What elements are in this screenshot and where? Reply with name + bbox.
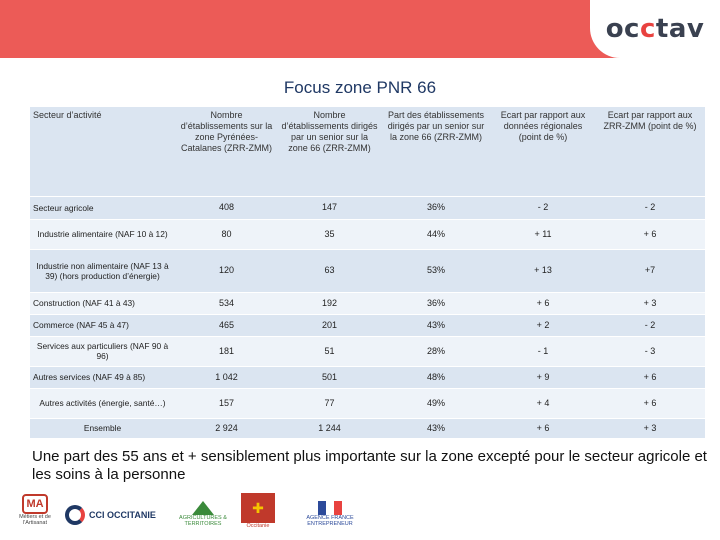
cell-ecart-zrr: - 2: [595, 314, 705, 336]
cell-senior: 201: [278, 314, 381, 336]
cci-logo-icon: [65, 505, 85, 525]
cell-senior: 147: [278, 196, 381, 219]
cell-part: 44%: [381, 219, 491, 249]
afe-logo-text: AGENCE FRANCE ENTREPRENEUR: [306, 515, 354, 527]
cell-ecart-reg: - 2: [491, 196, 595, 219]
cell-ecart-zrr: + 3: [595, 418, 705, 438]
occitanie-logo-text: Occitanie: [246, 523, 270, 529]
cell-ecart-reg: + 4: [491, 388, 595, 418]
cell-part: 36%: [381, 196, 491, 219]
cell-nb: 80: [175, 219, 278, 249]
cell-ecart-reg: + 13: [491, 249, 595, 292]
cell-part: 49%: [381, 388, 491, 418]
occitanie-cross-icon: ✚: [241, 493, 275, 523]
cell-part: 48%: [381, 366, 491, 388]
cell-ecart-reg: - 1: [491, 336, 595, 366]
ma-logo-caption: Métiers et de l'Artisanat: [19, 514, 51, 526]
cell-part: 53%: [381, 249, 491, 292]
cell-nb: 534: [175, 292, 278, 314]
cell-ecart-zrr: + 6: [595, 366, 705, 388]
cci-logo-text: CCI OCCITANIE: [89, 510, 156, 520]
occitanie-logo: [238, 490, 278, 532]
header-sector: Secteur d’activité: [30, 107, 175, 196]
cell-part: 28%: [381, 336, 491, 366]
cell-part: 36%: [381, 292, 491, 314]
cell-ecart-reg: + 9: [491, 366, 595, 388]
cell-ecart-reg: + 6: [491, 418, 595, 438]
cell-ecart-reg: + 6: [491, 292, 595, 314]
agricultures-territoires-logo: [170, 498, 236, 530]
cell-sector: Construction (NAF 41 à 43): [30, 292, 175, 314]
cell-senior: 51: [278, 336, 381, 366]
cell-ecart-zrr: + 6: [595, 388, 705, 418]
header-nb-etablissements: Nombre d’établissements sur la zone Pyrénées-Catalanes (ZRR-ZMM): [175, 107, 278, 196]
cell-nb: 2 924: [175, 418, 278, 438]
cell-nb: 181: [175, 336, 278, 366]
cell-nb: 1 042: [175, 366, 278, 388]
ma-logo-mark: MA: [22, 494, 48, 514]
cell-nb: 408: [175, 196, 278, 219]
cell-sector: Secteur agricole: [30, 196, 175, 219]
cell-part: 43%: [381, 418, 491, 438]
afe-logo: [306, 496, 354, 532]
cell-part: 43%: [381, 314, 491, 336]
table-row: [30, 336, 705, 366]
afe-flag-icon: [318, 501, 342, 515]
cell-ecart-zrr: + 3: [595, 292, 705, 314]
cell-nb: 120: [175, 249, 278, 292]
sector-table: [30, 107, 705, 438]
header-ecart-zrr: Ecart par rapport aux ZRR-ZMM (point de %): [595, 107, 705, 196]
cell-ecart-zrr: + 6: [595, 219, 705, 249]
cell-sector: Industrie alimentaire (NAF 10 à 12): [30, 219, 175, 249]
cell-ecart-zrr: - 3: [595, 336, 705, 366]
header-nb-senior: Nombre d’établissements dirigés par un senior sur la zone 66 (ZRR-ZMM): [278, 107, 381, 196]
cell-senior: 77: [278, 388, 381, 418]
table-row: [30, 314, 705, 336]
page-title: Focus zone PNR 66: [283, 78, 437, 97]
cci-occitanie-logo: [65, 502, 157, 528]
cell-senior: 1 244: [278, 418, 381, 438]
table-row: [30, 196, 705, 219]
cell-sector: Commerce (NAF 45 à 47): [30, 314, 175, 336]
cell-senior: 501: [278, 366, 381, 388]
cell-senior: 63: [278, 249, 381, 292]
table-row: [30, 388, 705, 418]
header-part-senior: Part des établissements dirigés par un senior sur la zone 66 (ZRR-ZMM): [381, 107, 491, 196]
cell-ecart-zrr: - 2: [595, 196, 705, 219]
cell-sector: Autres services (NAF 49 à 85): [30, 366, 175, 388]
cell-sector: Services aux particuliers (NAF 90 à 96): [30, 336, 175, 366]
agri-logo-icon: [192, 501, 214, 515]
table-row: [30, 292, 705, 314]
cell-ecart-reg: + 2: [491, 314, 595, 336]
cell-sector: Ensemble: [30, 418, 175, 438]
cell-ecart-reg: + 11: [491, 219, 595, 249]
conclusion-text: Une part des 55 ans et + sensiblement plus importante sur la zone excepté pour le secteur agricole et les soins à la personne: [32, 448, 707, 483]
cell-nb: 465: [175, 314, 278, 336]
cell-sector: Industrie non alimentaire (NAF 13 à 39) (hors production d’énergie): [30, 249, 175, 292]
table-row: [30, 418, 705, 438]
cell-senior: 35: [278, 219, 381, 249]
header-ecart-regional: Ecart par rapport aux données régionales (point de %): [491, 107, 595, 196]
table-row: [30, 249, 705, 292]
ma-logo: [14, 488, 56, 532]
table-row: [30, 366, 705, 388]
agri-logo-text: AGRICULTURES & TERRITOIRES: [179, 515, 227, 527]
table-header-row: [30, 107, 705, 196]
brand-logo: [590, 0, 720, 58]
brand-logo-text: occtav: [605, 14, 705, 44]
cell-senior: 192: [278, 292, 381, 314]
partner-logos: [10, 488, 710, 534]
cell-ecart-zrr: +7: [595, 249, 705, 292]
table-row: [30, 219, 705, 249]
cell-sector: Autres activités (énergie, santé…): [30, 388, 175, 418]
cell-nb: 157: [175, 388, 278, 418]
